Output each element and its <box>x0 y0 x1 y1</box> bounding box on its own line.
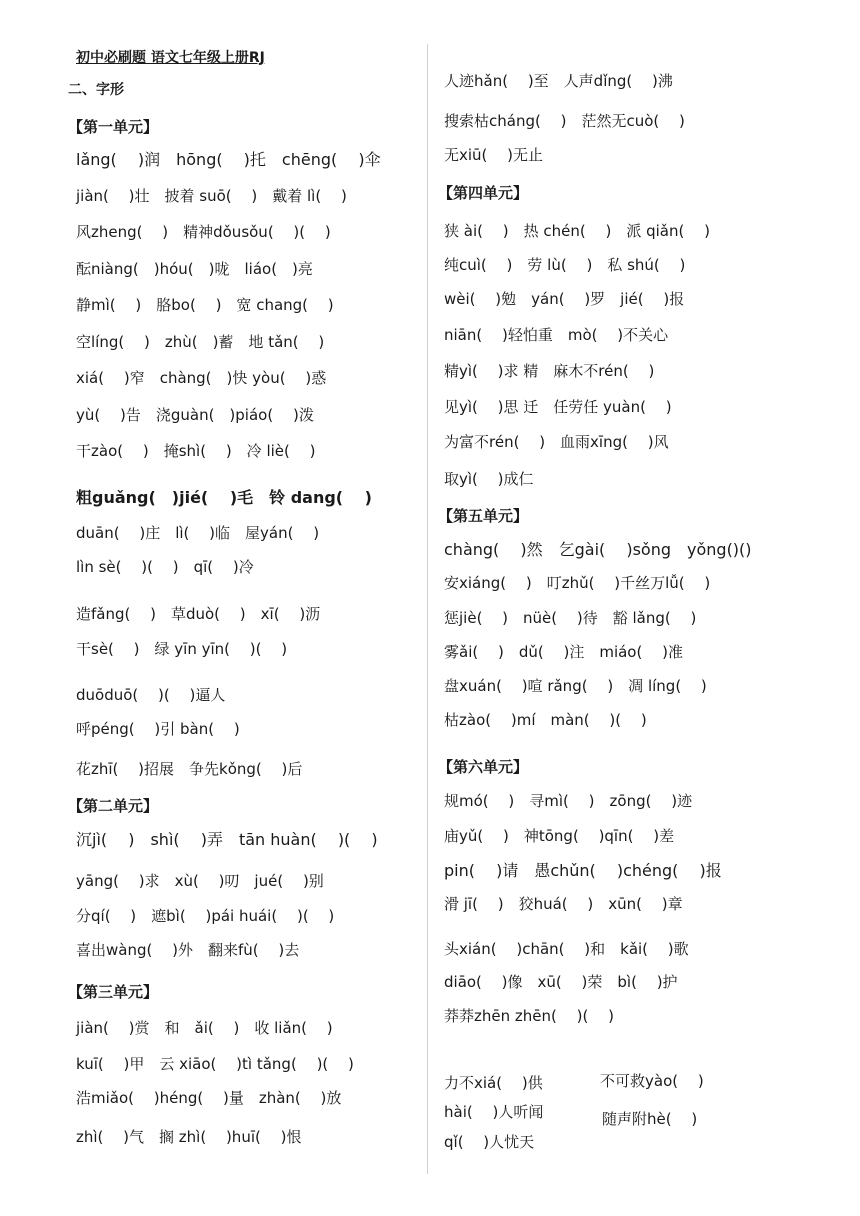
exercise-line: xiá( )窄 chàng( )快 yòu( )惑 <box>76 369 327 387</box>
exercise-line: 头xián( )chān( )和 kǎi( )歌 <box>444 940 689 958</box>
exercise-line: 力不xiá( )供 <box>444 1074 543 1092</box>
exercise-line: niān( )轻怕重 mò( )不关心 <box>444 326 669 344</box>
exercise-line: 见yì( )思 迁 任劳任 yuàn( ) <box>444 398 672 416</box>
exercise-line: 枯zào( )mí màn( )( ) <box>444 711 647 729</box>
exercise-line: diāo( )像 xū( )荣 bì( )护 <box>444 973 678 991</box>
exercise-line: 莽莽zhēn zhēn( )( ) <box>444 1007 614 1025</box>
exercise-line: 盘xuán( )喧 rǎng( ) 凋 líng( ) <box>444 677 707 695</box>
exercise-line: 无xiū( )无止 <box>444 146 544 164</box>
exercise-line: 庙yǔ( ) 神tōng( )qīn( )差 <box>444 827 675 845</box>
unit-3-heading: 【第三单元】 <box>68 983 159 1001</box>
unit-4-heading: 【第四单元】 <box>438 184 529 202</box>
exercise-line: 分qí( ) 遮bì( )pái huái( )( ) <box>76 907 335 925</box>
exercise-line: jiàn( )壮 披着 suō( ) 戴着 lì( ) <box>76 187 347 205</box>
exercise-line: 取yì( )成仁 <box>444 470 534 488</box>
exercise-line: 呼péng( )引 bàn( ) <box>76 720 240 738</box>
exercise-line: duōduō( )( )逼人 <box>76 686 226 704</box>
exercise-line: 沉jì( ) shì( )弄 tān huàn( )( ) <box>76 830 378 849</box>
exercise-line: 干sè( ) 绿 yīn yīn( )( ) <box>76 640 288 658</box>
exercise-line: yāng( )求 xù( )叨 jué( )别 <box>76 872 324 890</box>
exercise-line: pin( )请 愚chǔn( )chéng( )报 <box>444 861 722 880</box>
exercise-line: 安xiáng( ) 叮zhǔ( )千丝万lǚ( ) <box>444 574 711 592</box>
exercise-line: zhì( )气 搁 zhì( )huī( )恨 <box>76 1128 302 1146</box>
column-divider <box>427 44 428 1174</box>
exercise-line: lǎng( )润 hōng( )托 chēng( )伞 <box>76 150 381 169</box>
exercise-line: jiàn( )赏 和 ǎi( ) 收 liǎn( ) <box>76 1019 333 1037</box>
exercise-line: 空líng( ) zhù( )蓄 地 tǎn( ) <box>76 333 325 351</box>
unit-1-heading: 【第一单元】 <box>68 118 159 136</box>
unit-6-heading: 【第六单元】 <box>438 758 529 776</box>
exercise-line: 人迹hǎn( )至 人声dǐng( )沸 <box>444 72 673 90</box>
exercise-line: 雾ǎi( ) dǔ( )注 miáo( )准 <box>444 643 683 661</box>
page-title: 初中必刷题 语文七年级上册RJ <box>76 50 265 66</box>
exercise-line: chàng( )然 乞gài( )sǒng yǒng()() <box>444 540 752 559</box>
exercise-line: 喜出wàng( )外 翻来fù( )去 <box>76 941 300 959</box>
exercise-line: 惩jiè( ) nüè( )待 豁 lǎng( ) <box>444 609 697 627</box>
exercise-line: 规mó( ) 寻mì( ) zōng( )迹 <box>444 792 693 810</box>
exercise-line: 狭 ài( ) 热 chén( ) 派 qiǎn( ) <box>444 222 710 240</box>
unit-5-heading: 【第五单元】 <box>438 507 529 525</box>
unit-2-heading: 【第二单元】 <box>68 797 159 815</box>
exercise-line: yù( )告 浇guàn( )piáo( )泼 <box>76 406 314 424</box>
exercise-line: 干zào( ) 掩shì( ) 冷 liè( ) <box>76 442 316 460</box>
exercise-line: 静mì( ) 胳bo( ) 宽 chang( ) <box>76 296 334 314</box>
exercise-line: 酝niàng( )hóu( )咙 liáo( )亮 <box>76 260 313 278</box>
exercise-line: 风zheng( ) 精神dǒusǒu( )( ) <box>76 223 331 241</box>
exercise-line: 造fǎng( ) 草duò( ) xī( )沥 <box>76 605 321 623</box>
exercise-line: 粗guǎng( )jié( )毛 铃 dang( ) <box>76 488 372 507</box>
exercise-line: kuī( )甲 云 xiāo( )tì tǎng( )( ) <box>76 1055 354 1073</box>
exercise-line: 随声附hè( ) <box>602 1110 698 1128</box>
section-heading: 二、字形 <box>68 82 124 98</box>
exercise-line: lìn sè( )( ) qī( )冷 <box>76 558 254 576</box>
exercise-line: 纯cuì( ) 劳 lù( ) 私 shú( ) <box>444 256 686 274</box>
exercise-line: 浩miǎo( )héng( )量 zhàn( )放 <box>76 1089 342 1107</box>
exercise-line: 花zhī( )招展 争先kǒng( )后 <box>76 760 303 778</box>
exercise-line: hài( )人听闻 <box>444 1103 544 1121</box>
exercise-line: 不可救yào( ) <box>600 1072 704 1090</box>
exercise-line: duān( )庄 lì( )临 屋yán( ) <box>76 524 320 542</box>
exercise-line: 滑 jī( ) 狡huá( ) xūn( )章 <box>444 895 683 913</box>
exercise-line: 搜索枯cháng( ) 茫然无cuò( ) <box>444 112 685 130</box>
exercise-line: 精yì( )求 精 麻木不rén( ) <box>444 362 655 380</box>
exercise-line: 为富不rén( ) 血雨xīng( )风 <box>444 433 669 451</box>
exercise-line: wèi( )勉 yán( )罗 jié( )报 <box>444 290 685 308</box>
exercise-line: qǐ( )人忧天 <box>444 1133 535 1151</box>
